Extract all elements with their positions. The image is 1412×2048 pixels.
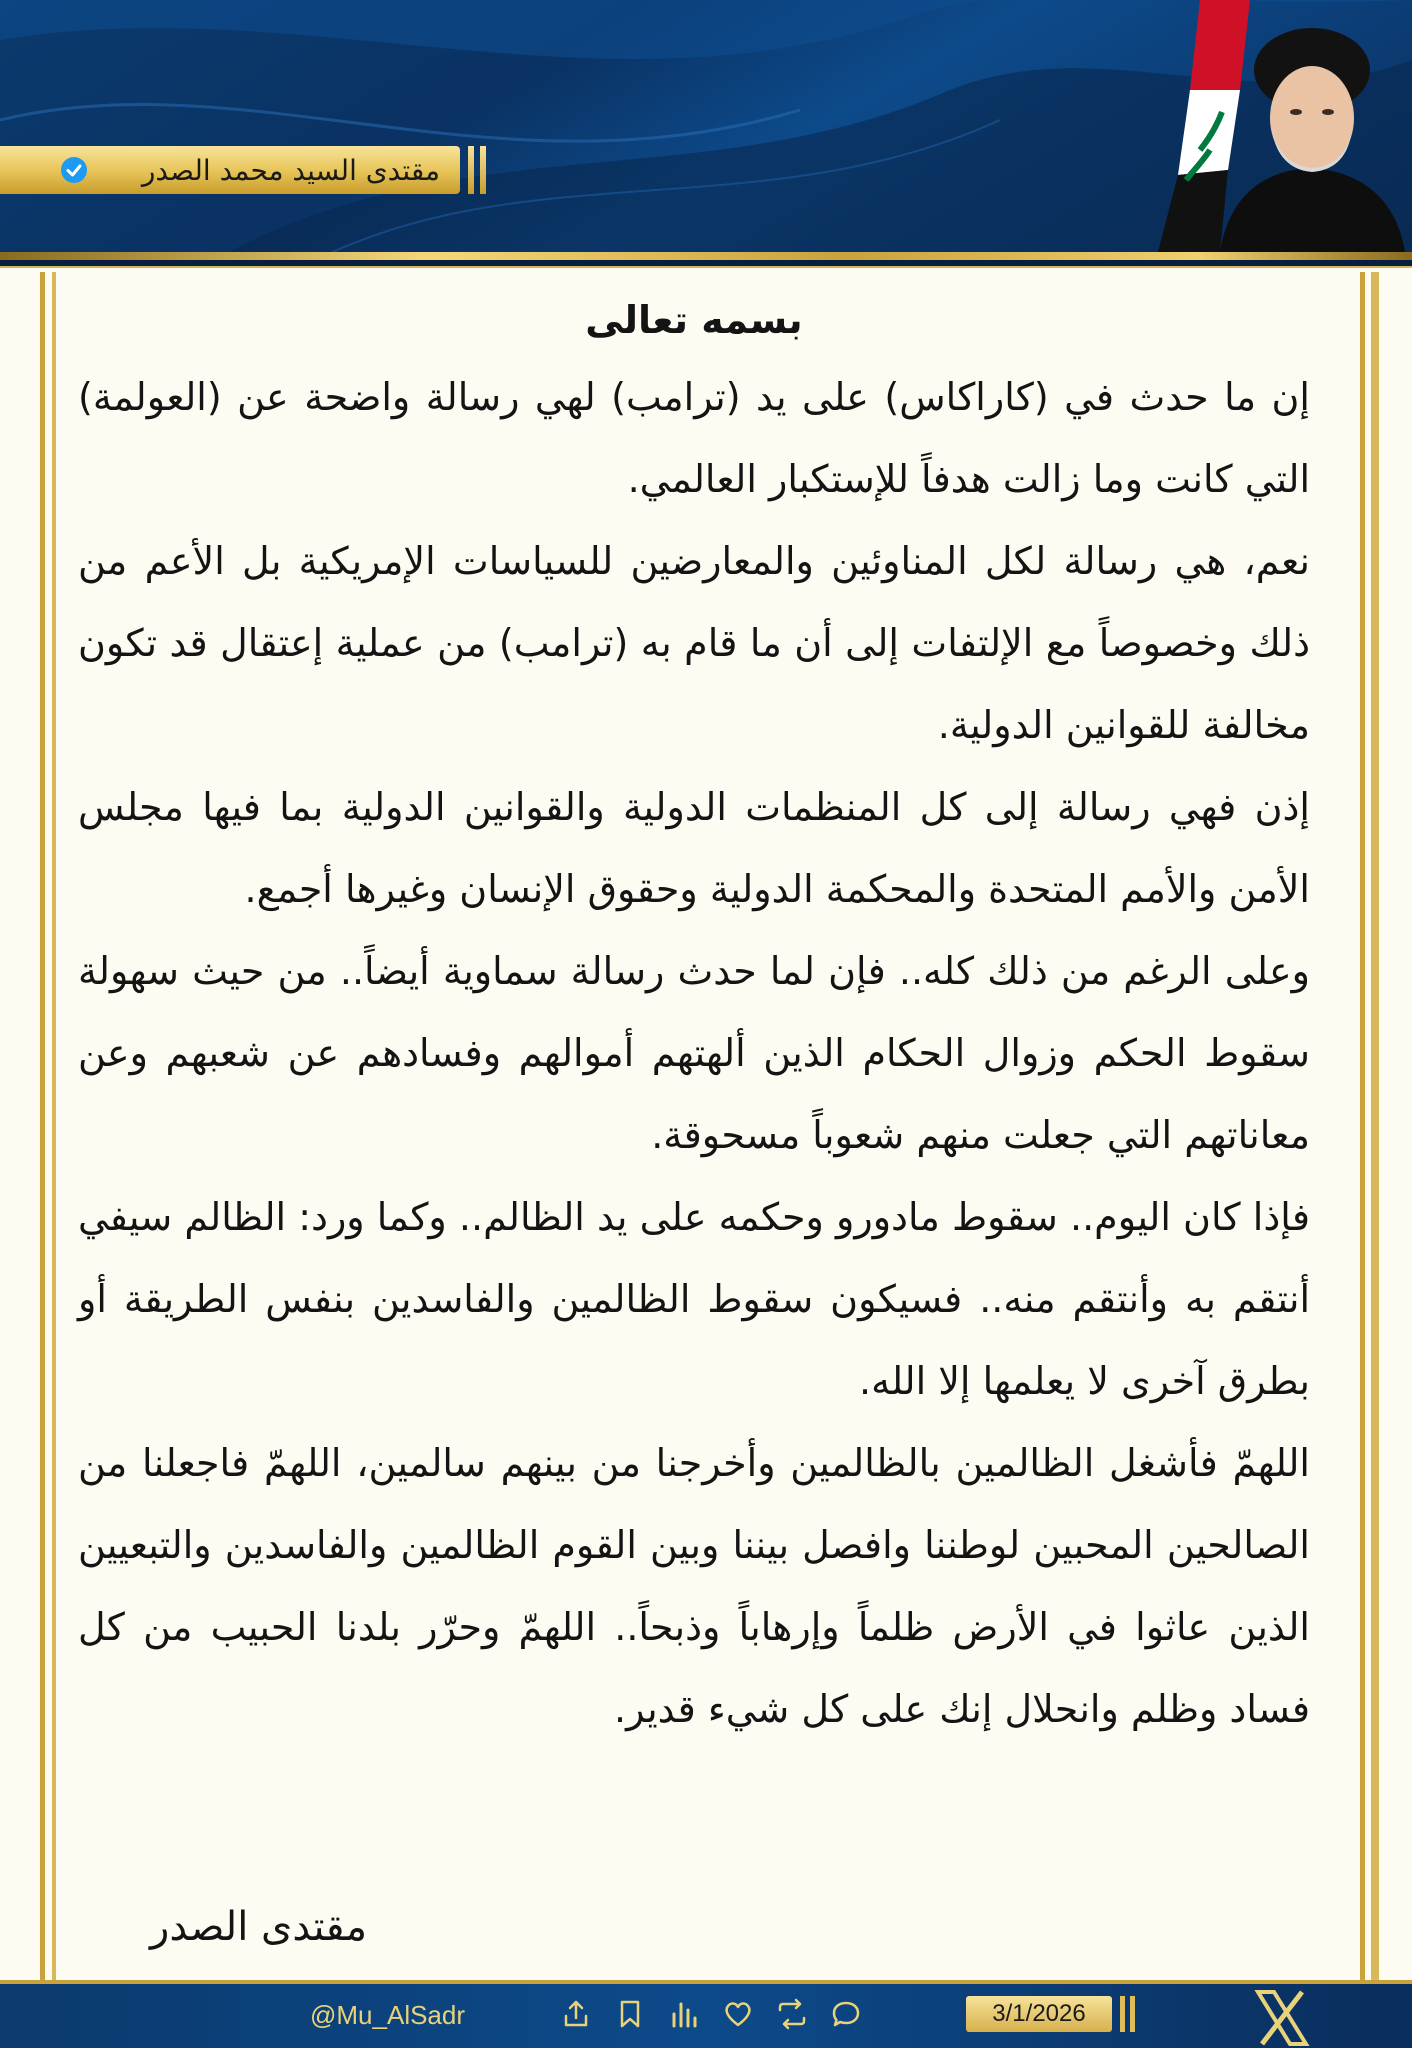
share-icon[interactable] [560, 1998, 592, 2030]
post-date-text: 3/1/2026 [992, 2000, 1086, 2027]
letter-paragraph: اللهمّ فأشغل الظالمين بالظالمين وأخرجنا من بينهم سالمين، اللهمّ فاجعلنا من الصالحين المحبين لوطننا وافصل بيننا وبين القوم الظالمين والفاسدين والتبعيين الذين عاثوا في الأرض ظلماً وإرهاباً وذبحاً.. اللهمّ وحرّر بلدنا الحبيب من كل فساد وظلم وانحلال إنك على كل شيء قدير. [78, 1441, 1310, 1731]
author-portrait-icon [1200, 0, 1412, 252]
stats-icon[interactable] [668, 1998, 700, 2030]
post-date [966, 1996, 1112, 2032]
x-logo-icon[interactable] [1252, 1988, 1312, 2048]
letter-paragraph: نعم، هي رسالة لكل المناوئين والمعارضين للسياسات الإمريكية بل الأعم من ذلك وخصوصاً مع الإلتفات إلى أن ما قام به (ترامب) من عملية إعتقال قد تكون مخالفة للقوانين الدولية. [78, 539, 1310, 747]
letter-title: بسمه تعالى [585, 298, 803, 342]
letter-body [78, 290, 1310, 1750]
author-name: مقتدى السيد محمد الصدر [141, 153, 440, 187]
date-bars-decoration [1120, 1996, 1150, 2032]
bookmark-icon[interactable] [614, 1998, 646, 2030]
author-name-plate[interactable] [0, 146, 460, 194]
frame-right-border [1360, 272, 1365, 1980]
repost-icon[interactable] [776, 1998, 808, 2030]
footer-bar [0, 1980, 1412, 2048]
letter-paragraph: وعلى الرغم من ذلك كله.. فإن لما حدث رسالة سماوية أيضاً.. من حيث سهولة سقوط الحكم وزوال الحكام الذين ألهتهم أموالهم وفسادهم عن شعبهم وعن معاناتهم التي جعلت منهم شعوباً مسحوقة. [78, 949, 1310, 1157]
frame-left-border-inner [52, 272, 56, 1980]
like-icon[interactable] [722, 1998, 754, 2030]
frame-left-border [40, 272, 45, 1980]
letter-paragraph: إن ما حدث في (كاراكاس) على يد (ترامب) لهي رسالة واضحة عن (العولمة) التي كانت وما زالت هدفاً للإستكبار العالمي. [78, 375, 1310, 501]
frame-right-border-outer [1371, 272, 1379, 1980]
header-gold-line-thin [0, 266, 1412, 268]
header-gold-line [0, 252, 1412, 260]
reply-icon[interactable] [830, 1998, 862, 2030]
letter-paragraph: فإذا كان اليوم.. سقوط مادورو وحكمه على يد الظالم.. وكما ورد: الظالم سيفي أنتقم به وأنتقم منه.. فسيكون سقوط الظالمين والفاسدين بنفس الطريقة أو بطرق آخرى لا يعلمها إلا الله. [78, 1195, 1310, 1403]
plate-bars-decoration [468, 146, 498, 194]
letter-signature: مقتدى الصدر [150, 1904, 368, 1950]
verified-check-icon [60, 156, 88, 184]
letter-paragraph: إذن فهي رسالة إلى كل المنظمات الدولية والقوانين الدولية بما فيها مجلس الأمن والأمم المتحدة والمحكمة الدولية وحقوق الإنسان وغيرها أجمع. [78, 785, 1310, 911]
account-handle[interactable]: @Mu_AlSadr [310, 2000, 466, 2030]
header-banner [0, 0, 1412, 268]
